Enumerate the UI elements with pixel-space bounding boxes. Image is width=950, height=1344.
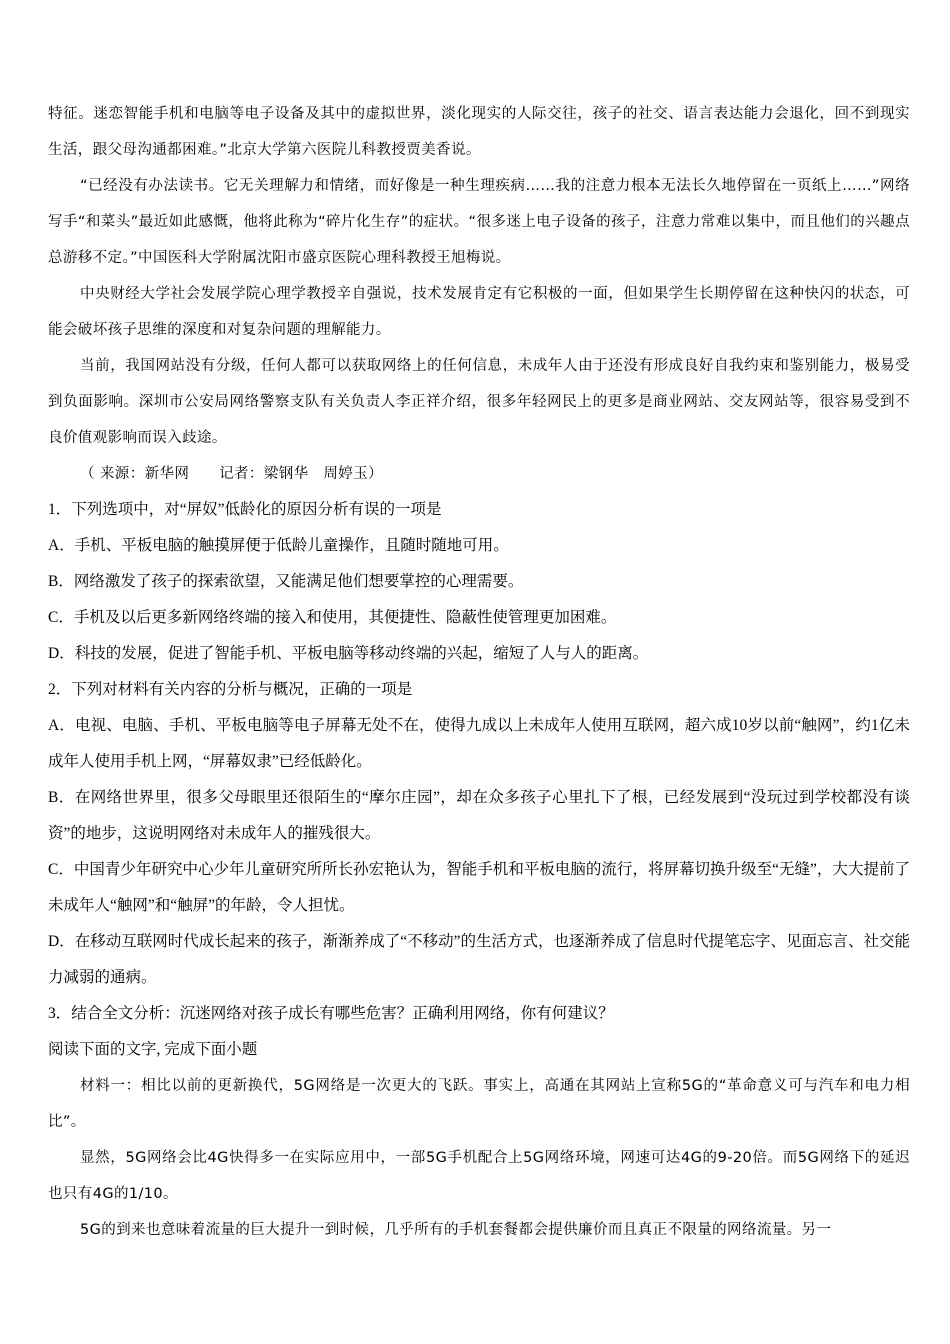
section-title: 阅读下面的文字, 完成下面小题 bbox=[48, 1041, 258, 1058]
option-c: C．中国青少年研究中心少年儿童研究所所长孙宏艳认为，智能手机和平板电脑的流行，将屏幕切换升级至“无缝”，大大提前了未成年人“触网”和“触屏”的年龄，令人担忧。 bbox=[48, 861, 910, 914]
article-body bbox=[48, 96, 910, 492]
option-d: D．科技的发展，促进了智能手机、平板电脑等移动终端的兴起，缩短了人与人的距离。 bbox=[48, 645, 649, 662]
article-paragraph: 中央财经大学社会发展学院心理学教授辛自强说，技术发展肯定有它积极的一面，但如果学生长期停留在这种快闪的状态，可能会破坏孩子思维的深度和对复杂问题的理解能力。 bbox=[48, 286, 910, 338]
option-d: D．在移动互联网时代成长起来的孩子，渐渐养成了“不移动”的生活方式，也逐渐养成了信息时代提笔忘字、见面忘言、社交能力减弱的通病。 bbox=[48, 933, 910, 986]
question-stem: 2．下列对材料有关内容的分析与概况，正确的一项是 bbox=[48, 681, 413, 698]
question-stem: 3．结合全文分析：沉迷网络对孩子成长有哪些危害？正确利用网络，你有何建议？ bbox=[48, 1005, 614, 1022]
material-paragraph: 显然，5G网络会比4G快得多一在实际应用中，一部5G手机配合上5G网络环境，网速可达4G的9-20倍。而5G网络下的延迟也只有4G的1/10。 bbox=[48, 1150, 910, 1202]
question-2 bbox=[48, 672, 910, 996]
option-b: B．网络激发了孩子的探索欲望，又能满足他们想要掌控的心理需要。 bbox=[48, 573, 524, 590]
next-section bbox=[48, 1032, 910, 1248]
option-b: B．在网络世界里，很多父母眼里还很陌生的“摩尔庄园”，却在众多孩子心里扎下了根，已经发展到“没玩过到学校都没有谈资”的地步，这说明网络对未成年人的摧残很大。 bbox=[48, 789, 910, 842]
material-paragraph: 材料一：相比以前的更新换代，5G网络是一次更大的飞跃。事实上，高通在其网站上宣称5G的“革命意义可与汽车和电力相比”。 bbox=[48, 1078, 910, 1130]
material-paragraph: 5G的到来也意味着流量的巨大提升一到时候，几乎所有的手机套餐都会提供廉价而且真正不限量的网络流量。另一 bbox=[80, 1222, 832, 1238]
article-paragraph: 当前，我国网站没有分级，任何人都可以获取网络上的任何信息，未成年人由于还没有形成良好自我约束和鉴别能力，极易受到负面影响。深圳市公安局网络警察支队有关负责人李正祥介绍，很多年轻网民上的更多是商业网站、交友网站等，很容易受到不良价值观影响而误入歧途。 bbox=[48, 358, 910, 446]
article-paragraph: 特征。迷恋智能手机和电脑等电子设备及其中的虚拟世界，淡化现实的人际交往，孩子的社交、语言表达能力会退化，回不到现实生活，跟父母沟通都困难。”北京大学第六医院儿科教授贾美香说。 bbox=[48, 106, 910, 158]
article-source: （ 来源：新华网 记者：梁钢华 周婷玉） bbox=[80, 466, 384, 482]
option-c: C．手机及以后更多新网络终端的接入和使用，其便捷性、隐蔽性使管理更加困难。 bbox=[48, 609, 617, 626]
question-stem: 1．下列选项中，对“屏奴”低龄化的原因分析有误的一项是 bbox=[48, 501, 442, 518]
article-paragraph: “已经没有办法读书。它无关理解力和情绪，而好像是一种生理疾病……我的注意力根本无法长久地停留在一页纸上……”网络写手“和菜头”最近如此感慨，他将此称为“碎片化生存”的症状。“很多迷上电子设备的孩子，注意力常难以集中，而且他们的兴趣点总游移不定。”中国医科大学附属沈阳市盛京医院心理科教授王旭梅说。 bbox=[48, 178, 910, 266]
document-page bbox=[48, 96, 910, 1248]
question-3 bbox=[48, 996, 910, 1032]
option-a: A．电视、电脑、手机、平板电脑等电子屏幕无处不在，使得九成以上未成年人使用互联网，超六成10岁以前“触网”，约1亿未成年人使用手机上网，“屏幕奴隶”已经低龄化。 bbox=[48, 717, 910, 770]
question-1 bbox=[48, 492, 910, 672]
option-a: A．手机、平板电脑的触摸屏便于低龄儿童操作，且随时随地可用。 bbox=[48, 537, 509, 554]
